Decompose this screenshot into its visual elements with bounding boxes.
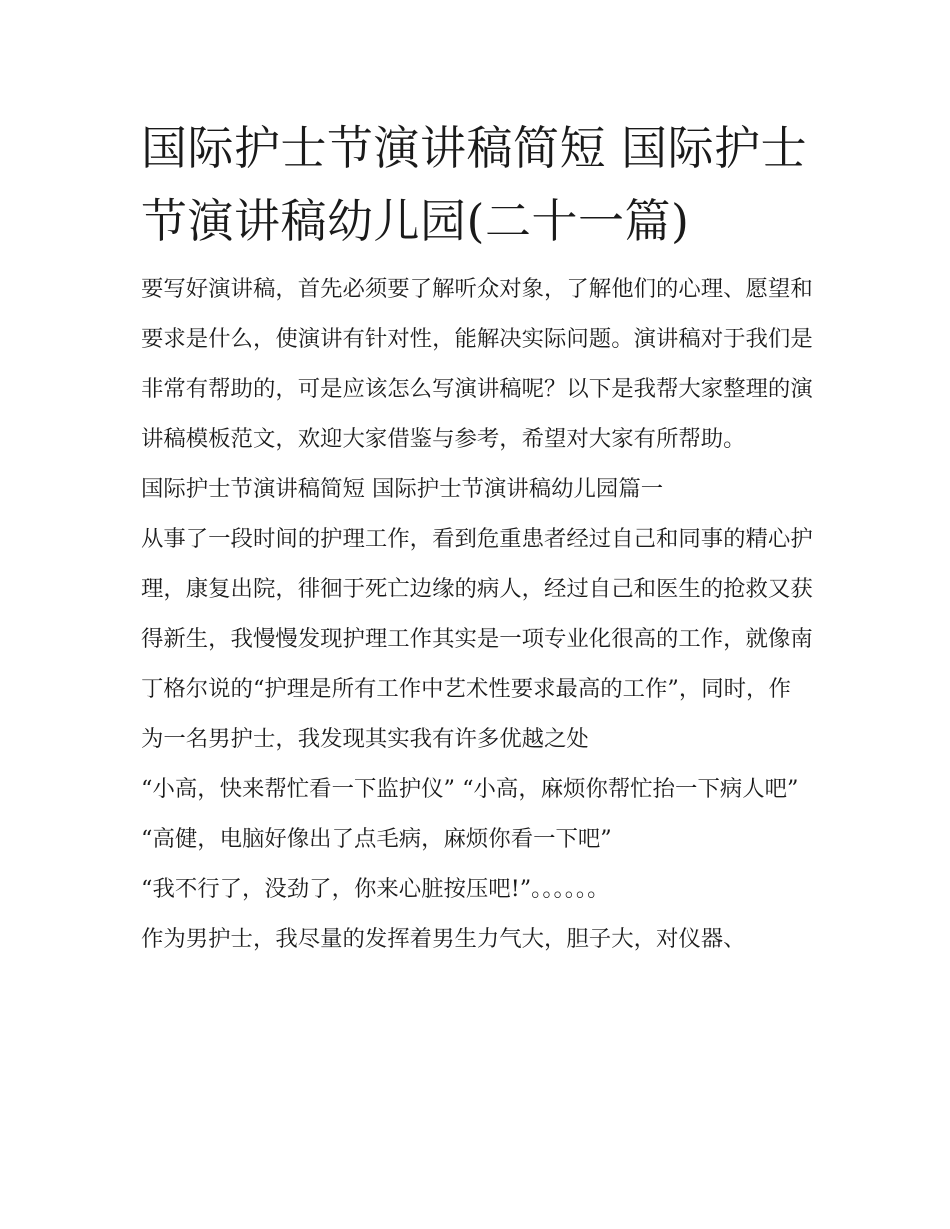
body-paragraph: 作为男护士，我尽量的发挥着男生力气大，胆子大，对仪器、: [141, 926, 746, 952]
dialogue-paragraph: “小高，快来帮忙看一下监护仪” “小高，麻烦你帮忙抬一下病人吧” “高健，电脑好像出了点毛病，麻烦你看一下吧”: [141, 776, 799, 852]
section-heading: 国际护士节演讲稿简短 国际护士节演讲稿幼儿园篇一: [141, 476, 664, 502]
document-title: 国际护士节演讲稿简短 国际护士节演讲稿幼儿园(二十一篇): [141, 121, 808, 248]
body-paragraph: 从事了一段时间的护理工作，看到危重患者经过自己和同事的精心护理，康复出院，徘徊于死亡边缘的病人，经过自己和医生的抢救又获得新生，我慢慢发现护理工作其实是一项专业化很高的工作，就像南丁格尔说的“护理是所有工作中艺术性要求最高的工作”，同时，作为一名男护士，我发现其实我有许多优越之处: [141, 526, 813, 752]
dialogue-paragraph: “我不行了，没劲了，你来心脏按压吧!”。。。。。。: [141, 876, 610, 902]
intro-paragraph: 要写好演讲稿，首先必须要了解听众对象，了解他们的心理、愿望和要求是什么，使演讲有针对性，能解决实际问题。演讲稿对于我们是非常有帮助的，可是应该怎么写演讲稿呢？以下是我帮大家整理的演讲稿模板范文，欢迎大家借鉴与参考，希望对大家有所帮助。: [141, 276, 813, 452]
document-page: [141, 112, 813, 964]
